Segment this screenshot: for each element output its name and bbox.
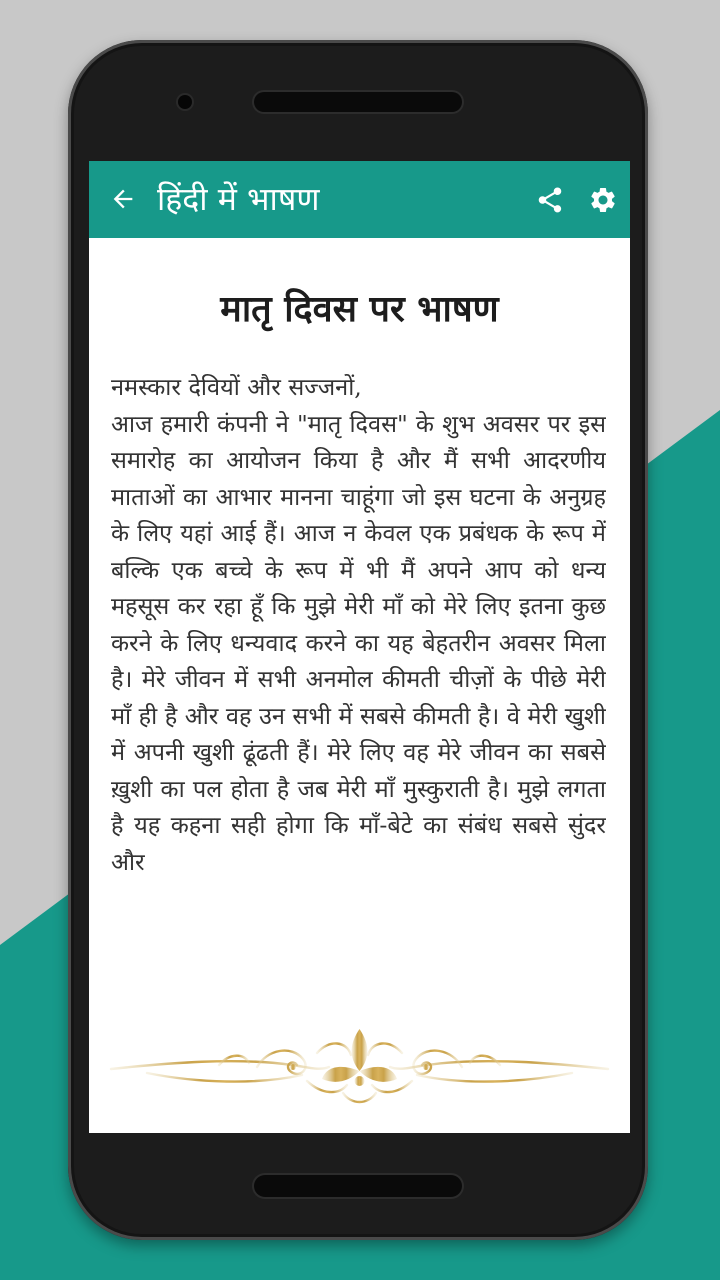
speech-text (111, 369, 606, 993)
speech-paragraph: आज हमारी कंपनी ने "मातृ दिवस" के शुभ अवसर पर इस समारोह का आयोजन किया है और मैं सभी आदरणीय माताओं का आभार मानना चाहूंगा जो इस घटना के अनुग्रह के लिए यहां आई हैं। आज न केवल एक प्रबंधक के रूप में बल्कि एक बच्चे के रूप में भी मैं अपने आप को धन्य महसूस कर रहा हूँ कि मुझे मेरी माँ को मेरे लिए इतना कुछ करने के लिए धन्यवाद करने का यह बेहतरीन अवसर मिला है। मेरे जीवन में सभी अनमोल कीमती चीज़ों के पीछे मेरी माँ ही है और वह उन सभी में सबसे कीमती है। वे मेरी खुशी में अपनी खुशी ढूंढती हैं। मेरे लिए वह मेरे जीवन का सबसे ख़ुशी का पल होता है जब मेरी माँ मुस्कुराती है। मुझे लगता है यह कहना सही होगा कि माँ-बेटे का संबंध सबसे सुंदर और (111, 409, 606, 876)
app-bar (89, 161, 630, 238)
speech-title: मातृ दिवस पर भाषण (220, 289, 499, 330)
app-title: हिंदी में भाषण (157, 180, 320, 218)
floral-ornament-icon (107, 1023, 612, 1113)
speech-greeting: नमस्कार देवियों और सज्जनों, (111, 373, 362, 401)
bottom-speaker (254, 1175, 462, 1197)
app-screen (89, 161, 630, 1133)
gear-icon[interactable] (588, 185, 618, 215)
share-icon[interactable] (535, 185, 565, 215)
earpiece-speaker (254, 92, 462, 112)
arrow-left-icon[interactable] (109, 185, 137, 213)
front-camera (178, 95, 192, 109)
